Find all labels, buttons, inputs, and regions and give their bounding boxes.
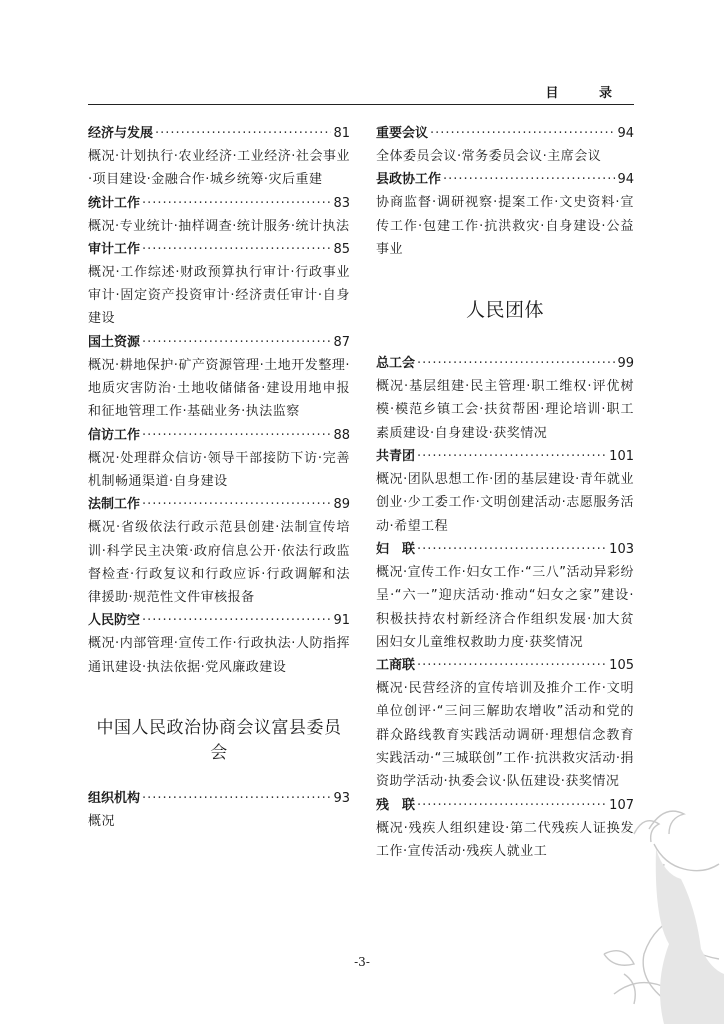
toc-entry[interactable] <box>376 352 634 445</box>
entry-title: 人民防空 <box>88 613 141 629</box>
toc-entry[interactable] <box>88 609 350 679</box>
entry-description: 概况·内部管理·宣传工作·行政执法·人防指挥通讯建设·执法依据·党风廉政建设 <box>88 636 350 675</box>
toc-entry[interactable] <box>88 238 350 331</box>
leader-dots <box>142 787 331 810</box>
toc-entry[interactable] <box>88 493 350 609</box>
leader-dots <box>430 122 615 145</box>
entry-title: 县政协工作 <box>376 172 442 188</box>
toc-entry[interactable] <box>88 192 350 238</box>
entry-description: 概况·处理群众信访·领导干部接防下访·完善机制畅通渠道·自身建设 <box>88 450 350 489</box>
entry-title: 统计工作 <box>88 195 141 211</box>
toc-entry[interactable] <box>376 538 634 654</box>
leader-dots <box>443 168 615 191</box>
section-heading: 人民团体 <box>465 299 544 322</box>
entry-page: 94 <box>617 172 634 188</box>
entry-title: 妇 联 <box>376 541 416 557</box>
entry-description: 全体委员会议·常务委员会议·主席会议 <box>376 149 602 164</box>
leader-dots <box>417 654 607 677</box>
toc-entry[interactable] <box>88 424 350 494</box>
leader-dots <box>142 331 331 354</box>
entry-description: 概况·工作综述·财政预算执行审计·行政事业审计·固定资产投资审计·经济责任审计·自身建设 <box>88 264 350 327</box>
leader-dots <box>142 424 331 447</box>
toc-entry[interactable] <box>376 654 634 793</box>
deer-ornament-icon <box>594 794 724 1024</box>
entry-description: 概况·专业统计·抽样调查·统计服务·统计执法 <box>88 218 350 234</box>
entry-title: 重要会议 <box>376 126 429 141</box>
header-title: 目 录 <box>545 86 630 101</box>
page-header <box>88 82 634 105</box>
entry-description: 概况·宣传工作·妇女工作·“三八”活动异彩纷呈·“六一”迎庆活动·推动“妇女之家”建设·积极扶持农村新经济合作组织发展·加大贫困妇女儿童维权救助力度·获奖情况 <box>376 564 634 650</box>
entry-description: 概况·残疾人组织建设·第二代残疾人证换发工作·宣传活动·残疾人就业工 <box>376 820 634 859</box>
entry-description: 协商监督·调研视察·提案工作·文史资料·宣传工作·包建工作·抗洪救灾·自身建设·公益事业 <box>376 195 634 257</box>
entry-title: 信访工作 <box>88 427 141 443</box>
leader-dots <box>142 493 331 516</box>
entry-description: 概况·团队思想工作·团的基层建设·青年就业创业·少工委工作·文明创建活动·志愿服务活动·希望工程 <box>376 472 634 534</box>
entry-page: 101 <box>609 449 634 465</box>
entry-page: 88 <box>333 427 350 443</box>
entry-title: 共青团 <box>376 449 416 465</box>
entry-page: 91 <box>333 613 350 629</box>
leader-dots <box>417 538 607 561</box>
entry-page: 81 <box>333 126 350 141</box>
toc-entry[interactable] <box>376 445 634 538</box>
entry-title: 国土资源 <box>88 334 141 350</box>
toc-entry[interactable] <box>376 168 634 261</box>
entry-page: 99 <box>617 356 634 372</box>
entry-title: 经济与发展 <box>88 126 154 141</box>
entry-description: 概况·民营经济的宣传培训及推介工作·文明单位创评·“三问三解助农增收”活动和党的群众路线教育实践活动调研·理想信念教育实践活动·“三城联创”工作·抗洪救灾活动·捐资助学活动·执委会议·队伍建设·获奖情况 <box>376 681 634 790</box>
entry-page: 85 <box>333 241 350 257</box>
entry-description: 概况·计划执行·农业经济·工业经济·社会事业·项目建设·金融合作·城乡统筹·灾后重建 <box>88 149 350 188</box>
entry-title: 工商联 <box>376 658 416 674</box>
toc-entry[interactable] <box>88 331 350 424</box>
leader-dots <box>417 352 615 375</box>
entry-page: 93 <box>333 791 350 807</box>
entry-page: 103 <box>609 541 634 557</box>
entry-title: 审计工作 <box>88 241 141 257</box>
leader-dots <box>417 445 607 468</box>
entry-page: 87 <box>333 334 350 350</box>
entry-page: 83 <box>333 195 350 211</box>
entry-title: 总工会 <box>376 356 416 372</box>
entry-page: 89 <box>333 497 350 513</box>
entry-page: 105 <box>609 658 634 674</box>
entry-description: 概况 <box>88 814 116 830</box>
leader-dots <box>142 192 331 215</box>
entry-title: 组织机构 <box>88 791 141 807</box>
leader-dots <box>417 794 607 817</box>
right-column <box>376 122 634 863</box>
entry-page: 107 <box>609 797 634 813</box>
entry-title: 法制工作 <box>88 497 141 513</box>
entry-title: 残 联 <box>376 797 416 813</box>
toc-entry[interactable] <box>88 122 350 192</box>
entry-description: 概况·省级依法行政示范县创建·法制宣传培训·科学民主决策·政府信息公开·依法行政监督检查·行政复议和行政应诉·行政调解和法律援助·规范性文件审核报备 <box>88 520 350 606</box>
toc-entry[interactable] <box>88 787 350 833</box>
entry-page: 94 <box>617 126 634 141</box>
toc-entry[interactable] <box>376 122 634 168</box>
entry-description: 概况·耕地保护·矿产资源管理·土地开发整理·地质灾害防治·土地收储储备·建设用地申报和征地管理工作·基础业务·执法监察 <box>88 357 350 420</box>
leader-dots <box>142 238 331 261</box>
section-heading: 中国人民政治协商会议富县委员会 <box>96 718 342 764</box>
leader-dots <box>142 609 331 632</box>
entry-description: 概况·基层组建·民主管理·职工维权·评优树模·模范乡镇工会·扶贫帮困·理论培训·职工素质建设·自身建设·获奖情况 <box>376 379 634 441</box>
leader-dots <box>155 122 331 145</box>
left-column <box>88 122 350 833</box>
page-number: -3- <box>354 955 370 969</box>
